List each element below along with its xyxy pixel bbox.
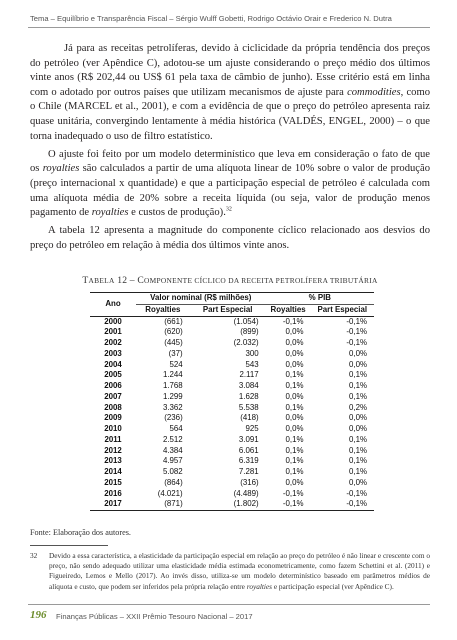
paragraph-3: A tabela 12 apresenta a magnitude do componente cíclico relacionado aos desvios do preço do petróleo em relação à média dos últimos vinte anos.: [30, 225, 430, 251]
cell-royalties: (37): [168, 348, 183, 358]
cell-year: 2014: [104, 467, 122, 476]
paragraph-2-emphasis-a: royalties: [42, 163, 80, 175]
cell-royalties-pib: 0,0%: [285, 348, 304, 358]
paragraph-1-text-b: , como o Chile (MARCEL et al., 2001), e com a evidência de que o preço do petróleo apresenta raiz quase unitária, convergindo lentamente à média histórica (VALDÉS, ENGEL, 2000) – o que torna inadequado o uso de filtro estatístico.: [30, 86, 430, 142]
footnote-number: 32: [30, 551, 38, 560]
cell-year: 2017: [90, 499, 136, 510]
cell-part-especial: (418): [240, 413, 259, 423]
cell-royalties-pib: 0,1%: [285, 456, 304, 466]
cell-royalties-pib: 0,0%: [285, 413, 304, 423]
footnote-text-a: Devido a essa característica, a elasticidade da participação especial em relação ao preço do petróleo é não linear e crescente com o preço, não sendo adequado utilizar uma elasticidade média estimada econometricamente, como fazem Schettini et al. (2011) e Figueiredo, Lemos e Mello (2017). Ao invés disso, utiliza-se um modelo determinístico baseado em parâmetros médios de alíquota e custo, que podem ser inferidos pela própria relação entre: [49, 551, 430, 591]
cell-year: 2006: [104, 381, 122, 390]
table-row: [90, 370, 374, 381]
cell-part-especial: 925: [245, 424, 259, 433]
cell-part-especial: 7.281: [238, 467, 259, 476]
table-title-small: ABELA: [88, 276, 115, 285]
footer-text: Finanças Públicas – XXII Prêmio Tesouro Nacional – 2017: [56, 612, 253, 621]
paragraph-2-emphasis-b: royalties: [91, 207, 129, 219]
cell-royalties-pib: -0,1%: [282, 316, 304, 326]
table-row: [90, 349, 374, 360]
table-title: [30, 275, 430, 286]
cell-part-especial-pib: 0,0%: [349, 359, 367, 369]
paragraph-2-text-b: são calculados a partir de uma alíquota linear de 10% sobre o valor de produção (preço internacional x quantidade) e que a participação especial de petróleo é calculada com uma alíquota média de 20% sobre a receita líquida (ou seja, valor de produção menos pagamento de: [30, 163, 430, 219]
body-text: [30, 42, 430, 257]
table-row: [90, 413, 374, 424]
cell-part-especial: (1.802): [190, 499, 266, 510]
cell-royalties-pib: 0,1%: [285, 381, 304, 390]
cell-part-especial: 2.117: [239, 370, 259, 380]
table-row: [90, 499, 374, 510]
cell-part-especial: 300: [245, 348, 259, 358]
cell-part-especial-pib: 0,1%: [349, 434, 367, 444]
cell-royalties-pib: 0,1%: [285, 445, 304, 455]
table-row: [90, 478, 374, 489]
cell-royalties-pib: -0,1%: [266, 499, 311, 510]
footnote-reference[interactable]: 32: [225, 206, 232, 213]
cell-royalties-pib: 0,1%: [285, 467, 304, 476]
cell-part-especial-pib: 0,0%: [349, 424, 367, 433]
paragraph-2: [30, 148, 430, 221]
cell-part-especial: 3.084: [238, 381, 259, 390]
cell-year: 2002: [104, 338, 122, 347]
cell-royalties-pib: 0,0%: [285, 338, 304, 347]
footnote-body: [49, 551, 430, 592]
cell-year: 2008: [104, 402, 122, 412]
cell-royalties: 4.957: [162, 456, 183, 466]
table-title-prefix: T: [82, 275, 89, 286]
cell-part-especial-pib: -0,1%: [346, 327, 367, 337]
cell-royalties-pib: 0,1%: [285, 370, 304, 380]
cyclical-component-table: [90, 292, 374, 511]
table-row: [90, 435, 374, 446]
cell-royalties-pib: 0,0%: [285, 477, 304, 487]
cell-royalties-pib: 0,0%: [285, 359, 304, 369]
cell-royalties: (4.021): [157, 488, 183, 498]
column-group-nominal: Valor nominal (R$ milhões): [136, 293, 266, 305]
table-source: Fonte: Elaboração dos autores.: [30, 528, 131, 537]
column-header-part-especial-pib: Part Especial: [311, 304, 374, 316]
cell-part-especial-pib: 0,0%: [349, 348, 367, 358]
cell-year: 2004: [104, 359, 122, 369]
cell-part-especial-pib: 0,1%: [349, 456, 367, 466]
paragraph-1-emphasis: commodities: [347, 86, 401, 98]
cell-royalties: 1.768: [162, 381, 183, 390]
paragraph-2-text-a: O ajuste foi feito por um modelo determinístico que leva em consideração o fato de que os: [30, 148, 430, 175]
cell-royalties-pib: 0,0%: [285, 327, 304, 337]
cell-year: 2010: [104, 424, 122, 433]
cell-part-especial: 3.091: [238, 434, 259, 444]
paragraph-1-text-a: Já para as receitas petrolíferas, devido à ciclicidade da própria tendência dos preços do petróleo (ver Apêndice C), adotou-se um ajuste considerando o preço médio dos últimos vinte anos (R$ 202,44 ou US$ 61 pela taxa de câmbio de junho). Esse critério está em linha com o adotado por outros países que utilizam mecanismos de ajuste para: [30, 43, 430, 98]
table-row: [90, 316, 374, 327]
cell-royalties: (864): [164, 477, 183, 487]
cell-part-especial: 543: [245, 359, 259, 369]
cell-part-especial: (4.489): [233, 488, 259, 498]
cell-royalties-pib: -0,1%: [282, 488, 304, 498]
header-divider: [28, 27, 430, 28]
paragraph-2-text-c: e custos de produção).: [128, 207, 226, 219]
cell-year: 2001: [104, 327, 122, 337]
footnote: [30, 551, 430, 592]
cell-royalties: (236): [164, 413, 183, 423]
cell-year: 2003: [104, 348, 122, 358]
cell-part-especial: (1.054): [233, 316, 259, 326]
column-header-year: Ano: [90, 293, 136, 317]
footnote-text-b: e participação especial (ver Apêndice C).: [272, 581, 394, 591]
table-row: [90, 381, 374, 392]
cell-royalties-pib: 0,0%: [285, 424, 304, 433]
cell-royalties: (620): [164, 327, 183, 337]
cell-part-especial-pib: -0,1%: [311, 499, 374, 510]
cell-part-especial: (2.032): [233, 338, 259, 347]
cell-part-especial-pib: 0,1%: [349, 370, 367, 380]
table-row: [90, 489, 374, 500]
cell-royalties-pib: 0,1%: [285, 434, 304, 444]
table-row: [90, 338, 374, 349]
cell-year: 2016: [104, 488, 122, 498]
table-row: [90, 424, 374, 435]
cell-royalties: 524: [169, 359, 183, 369]
cell-royalties: 1.244: [162, 370, 183, 380]
table-row: [90, 467, 374, 478]
cell-year: 2015: [104, 477, 122, 487]
table-row: [90, 446, 374, 457]
cell-part-especial-pib: 0,1%: [349, 391, 367, 401]
cell-year: 2009: [104, 413, 122, 423]
page-number: 196: [30, 609, 47, 621]
cell-part-especial-pib: -0,1%: [346, 488, 367, 498]
cell-part-especial: (899): [240, 327, 259, 337]
cell-royalties: 564: [169, 424, 183, 433]
cell-part-especial: 5.538: [238, 402, 259, 412]
cell-part-especial-pib: 0,1%: [349, 445, 367, 455]
footnote-emphasis: royalties: [246, 581, 273, 591]
cell-part-especial-pib: 0,2%: [349, 402, 367, 412]
cell-part-especial-pib: 0,1%: [349, 381, 367, 390]
cell-year: 2005: [104, 370, 122, 380]
cell-royalties: (445): [164, 338, 183, 347]
table-row: [90, 403, 374, 414]
cell-year: 2013: [104, 456, 122, 466]
cell-year: 2012: [104, 445, 122, 455]
table-row: [90, 392, 374, 403]
cell-part-especial-pib: -0,1%: [346, 338, 367, 347]
running-header: Tema – Equilíbrio e Transparência Fiscal – Sérgio Wulff Gobetti, Rodrigo Octávio Orair e Frederico N. Dutra: [30, 14, 392, 23]
table-row: [90, 327, 374, 338]
table-row: [90, 456, 374, 467]
column-header-royalties: Royalties: [136, 304, 190, 316]
column-header-part-especial: Part Especial: [190, 304, 266, 316]
footer-divider: [28, 604, 430, 605]
cell-royalties: 1.299: [162, 391, 183, 401]
paragraph-1: [30, 42, 430, 144]
cell-part-especial-pib: 0,1%: [349, 467, 367, 476]
cell-royalties-pib: 0,1%: [285, 402, 304, 412]
footnote-divider: [30, 545, 108, 546]
cell-part-especial-pib: 0,0%: [349, 477, 367, 487]
cell-royalties: 2.512: [162, 434, 183, 444]
cell-part-especial: 6.319: [238, 456, 259, 466]
cell-part-especial-pib: 0,0%: [349, 413, 367, 423]
cell-part-especial: 1.628: [238, 391, 259, 401]
table-title-rest: OMPONENTE CÍCLICO DA RECEITA PETROLÍFERA TRIBUTÁRIA: [143, 276, 378, 285]
cell-part-especial: (316): [240, 477, 259, 487]
cell-part-especial-pib: -0,1%: [346, 316, 367, 326]
cell-year: 2007: [104, 391, 122, 401]
cell-part-especial: 6.061: [238, 445, 259, 455]
column-group-pib: % PIB: [266, 293, 374, 305]
table-header-row-1: [90, 293, 374, 305]
cell-royalties-pib: 0,0%: [285, 391, 304, 401]
cell-royalties: (661): [164, 316, 183, 326]
cell-year: 2000: [104, 316, 122, 326]
cell-royalties: 4.384: [162, 445, 183, 455]
table-row: [90, 360, 374, 371]
cell-royalties: 3.362: [162, 402, 183, 412]
cell-royalties: 5.082: [162, 467, 183, 476]
cell-year: 2011: [104, 434, 122, 444]
table-body: [90, 316, 374, 511]
column-header-royalties-pib: Royalties: [266, 304, 311, 316]
table-title-number: 12 – C: [114, 275, 144, 286]
cell-royalties: (871): [136, 499, 190, 510]
